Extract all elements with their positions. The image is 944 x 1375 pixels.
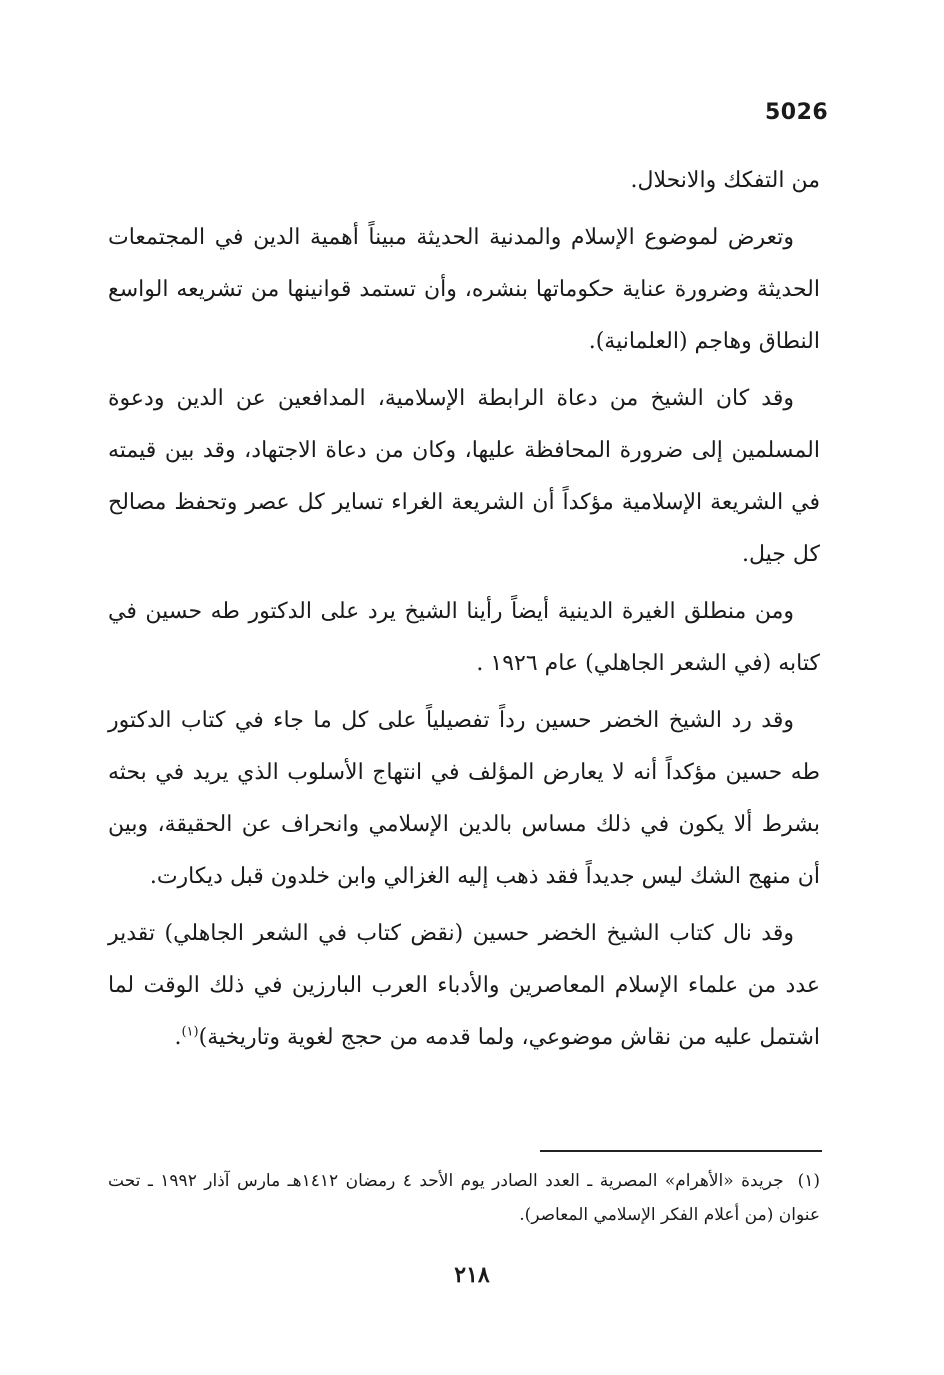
paragraph-6-text: وقد نال كتاب الشيخ الخضر حسين (نقض كتاب في الشعر الجاهلي) تقدير عدد من علماء الإسلام المعاصرين والأدباء العرب البارزين في ذلك الوقت لما اشتمل عليه من نقاش موضوعي، ولما قدمه من حجج لغوية وتاريخية) (108, 921, 821, 1050)
footnote-divider (540, 1150, 822, 1152)
paragraph-6-end: . (174, 1025, 182, 1050)
paragraph-4: ومن منطلق الغيرة الدينية أيضاً رأينا الشيخ يرد على الدكتور طه حسين في كتابه (في الشعر الجاهلي) عام ١٩٢٦ . (108, 599, 820, 676)
footnote-text: جريدة «الأهرام» المصرية ـ العدد الصادر يوم الأحد ٤ رمضان ١٤١٢هـ مارس آذار ١٩٩٢ ـ تحت عنوان (من أعلام الفكر الإسلامي المعاصر). (108, 1171, 820, 1225)
body-text (108, 155, 820, 1069)
paragraph-1: من التفكك والانحلال. (630, 168, 820, 193)
paragraph-5: وقد رد الشيخ الخضر حسين رداً تفصيلياً على كل ما جاء في كتاب الدكتور طه حسين مؤكداً أنه لا يعارض المؤلف في انتهاج الأسلوب الذي يريد في بحثه بشرط ألا يكون في ذلك مساس بالدين الإسلامي وانحراف عن الحقيقة، وبين أن منهج الشك ليس جديداً فقد ذهب إليه الغزالي وابن خلدون قبل ديكارت. (108, 708, 820, 889)
footnote (108, 1164, 820, 1232)
page-identifier: 5026 (765, 100, 829, 125)
footnote-marker: (١) (797, 1171, 821, 1191)
paragraph-2: وتعرض لموضوع الإسلام والمدنية الحديثة مبيناً أهمية الدين في المجتمعات الحديثة وضرورة عناية حكوماتها بنشره، وأن تستمد قوانينها من تشريعه الواسع النطاق وهاجم (العلمانية). (108, 225, 820, 354)
paragraph-6 (108, 908, 820, 1064)
footnote-reference[interactable]: (١) (181, 1024, 199, 1040)
page-number: ٢١٨ (454, 1262, 490, 1288)
paragraph-3: وقد كان الشيخ من دعاة الرابطة الإسلامية، المدافعين عن الدين ودعوة المسلمين إلى ضرورة المحافظة عليها، وكان من دعاة الاجتهاد، وقد بين قيمته في الشريعة الإسلامية مؤكداً أن الشريعة الغراء تساير كل عصر وتحفظ مصالح كل جيل. (108, 386, 820, 567)
